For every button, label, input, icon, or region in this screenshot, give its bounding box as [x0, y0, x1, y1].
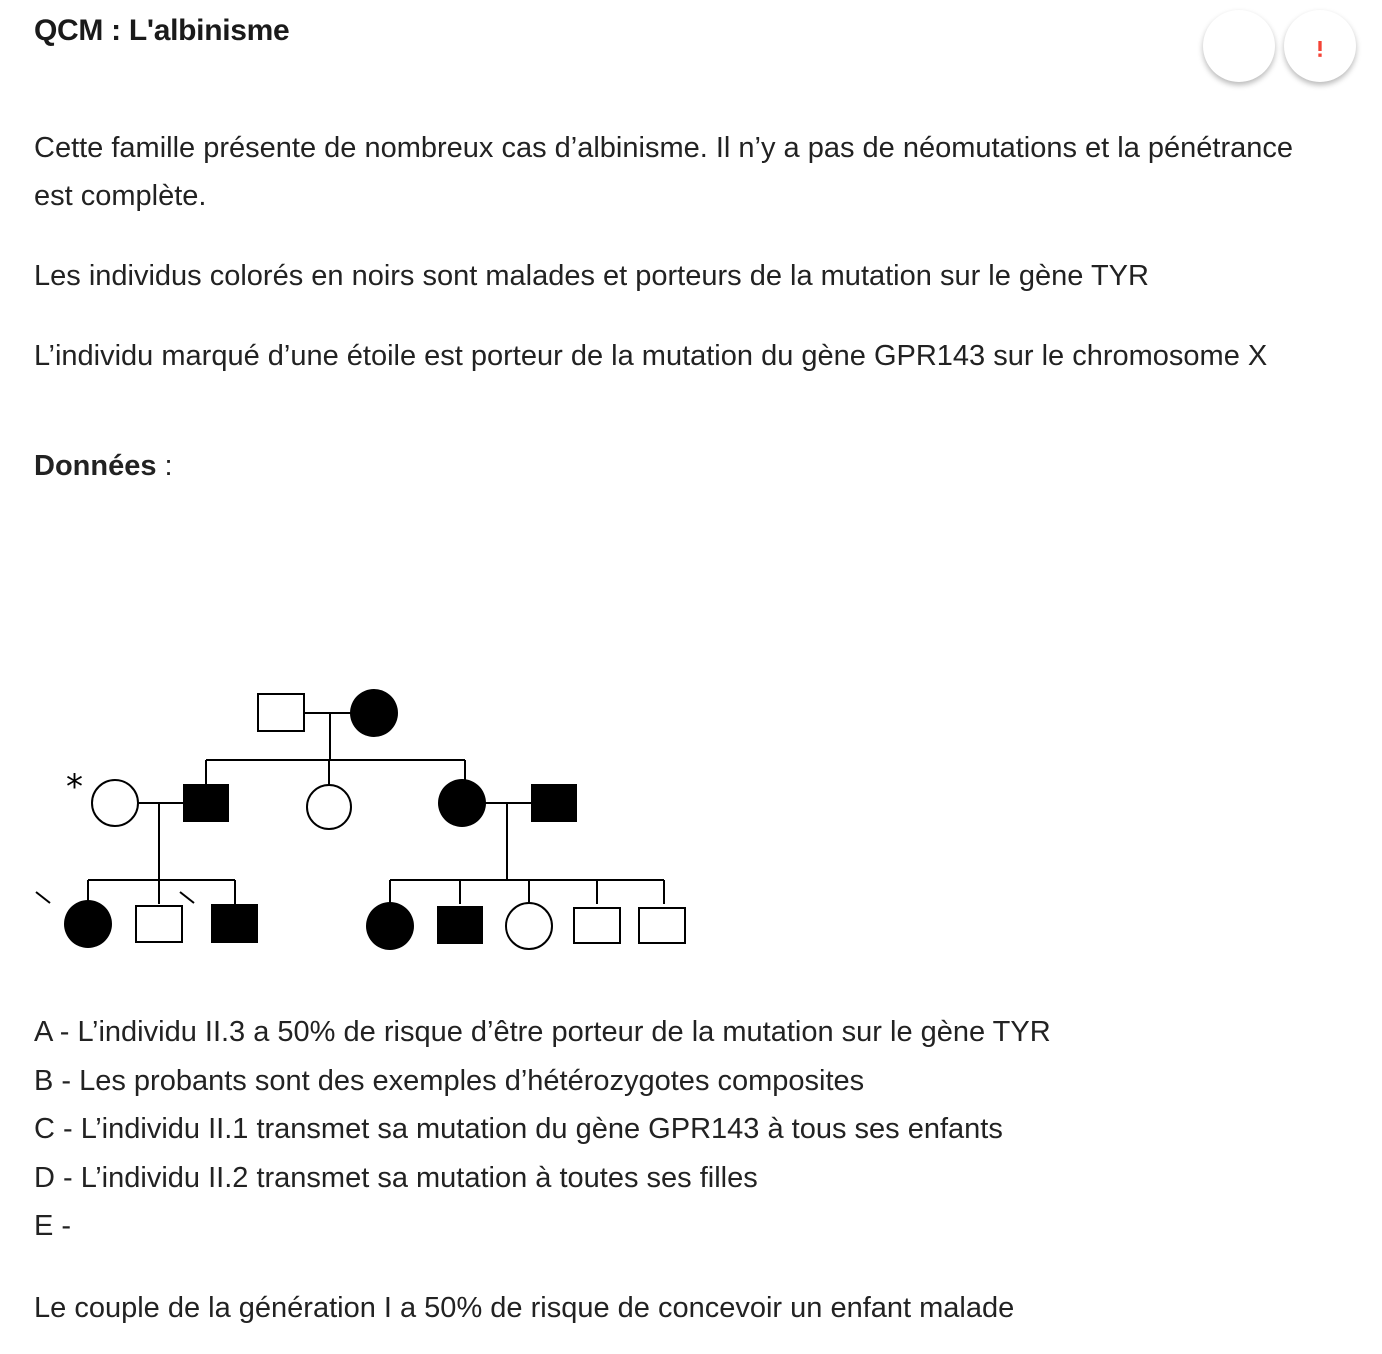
pedigree-male-affected-proband [211, 904, 258, 943]
proband-arrow [36, 892, 50, 903]
statement-paragraph-2: Les individus colorés en noirs sont malades et porteurs de la mutation sur le gène TYR [34, 260, 1149, 292]
option-b[interactable]: B - Les probants sont des exemples d’hétérozygotes composites [34, 1064, 865, 1097]
data-suffix: : [156, 450, 173, 482]
proband-arrow [180, 892, 194, 903]
warning-icon [1300, 26, 1340, 66]
pedigree-female-affected-proband [64, 900, 112, 948]
favorite-button[interactable] [1203, 10, 1275, 82]
option-a[interactable]: A - L’individu II.3 a 50% de risque d’être porteur de la mutation sur le gène TYR [34, 1016, 1051, 1048]
question-statement [34, 124, 1334, 490]
star-icon [1219, 26, 1259, 66]
pedigree-male-unaffected [136, 906, 182, 942]
pedigree-male-affected [437, 906, 483, 944]
pedigree-female-affected [366, 902, 414, 950]
report-button[interactable] [1284, 10, 1356, 82]
option-e-text: Le couple de la génération I a 50% de risque de concevoir un enfant malade [34, 1292, 1015, 1324]
data-heading [34, 442, 1334, 490]
page-title: QCM : L'albinisme [34, 14, 290, 47]
pedigree-male-unaffected [574, 908, 620, 943]
pedigree-female-unaffected [307, 785, 351, 829]
pedigree-female-affected [438, 779, 486, 827]
statement-paragraph-1: Cette famille présente de nombreux cas d’albinisme. Il n’y a pas de néomutations et la pénétrance est complète. [34, 132, 1293, 212]
pedigree-male-affected [183, 784, 229, 822]
pedigree-male-unaffected [258, 694, 304, 731]
star-marker: * [66, 767, 83, 807]
pedigree-female-unaffected [506, 903, 552, 949]
pedigree-male-affected [531, 784, 577, 822]
option-c[interactable]: C - L’individu II.1 transmet sa mutation du gène GPR143 à tous ses enfants [34, 1113, 1003, 1145]
option-e[interactable]: E - [34, 1210, 72, 1242]
statement-paragraph-3: L’individu marqué d’une étoile est porteur de la mutation du gène GPR143 sur le chromosome X [34, 340, 1268, 372]
pedigree-female-affected [350, 689, 398, 737]
data-label: Données [34, 450, 157, 482]
pedigree-chart [28, 682, 698, 952]
pedigree-male-unaffected [639, 908, 685, 943]
pedigree-female-unaffected-star [92, 780, 138, 826]
option-d[interactable]: D - L’individu II.2 transmet sa mutation à toutes ses filles [34, 1161, 758, 1194]
answer-options [34, 1008, 1051, 1251]
